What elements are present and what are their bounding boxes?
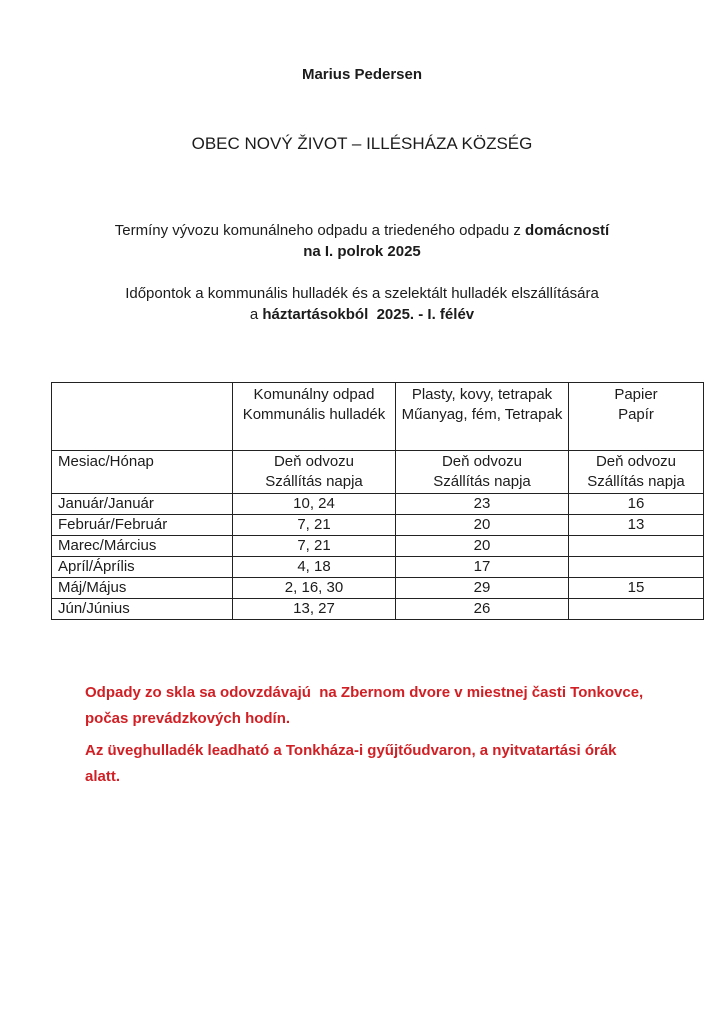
header-cell-empty <box>52 383 233 451</box>
header-plasty-hu: Műanyag, fém, Tetrapak <box>401 406 563 423</box>
month-cell: Február/Február <box>52 515 233 536</box>
header-cell-day1 <box>233 451 396 494</box>
municipality-title: OBEC NOVÝ ŽIVOT – ILLÉSHÁZA KÖZSÉG <box>191 134 533 153</box>
header-cell-papier <box>569 383 704 451</box>
intro-sk-line1-regular: Termíny vývozu komunálneho odpadu a triedeného odpadu z <box>114 222 526 239</box>
intro-paragraph-sk <box>0 220 724 262</box>
header-komunalny-sk: Komunálny odpad <box>253 386 375 403</box>
intro-sk-line2-bold: na I. polrok 2025 <box>303 243 421 260</box>
papier-cell: 16 <box>569 494 704 515</box>
komunalny-cell: 7, 21 <box>233 515 396 536</box>
table-row-june <box>52 599 704 620</box>
intro-paragraph-hu <box>0 283 724 325</box>
table-row-april <box>52 557 704 578</box>
plasty-cell: 26 <box>396 599 569 620</box>
table-row-march <box>52 536 704 557</box>
plasty-cell: 23 <box>396 494 569 515</box>
intro-hu-line2-regular: a <box>249 306 263 323</box>
plasty-cell: 20 <box>396 536 569 557</box>
header-cell-day2 <box>396 451 569 494</box>
header-komunalny-hu: Kommunális hulladék <box>242 406 386 423</box>
table-row-may <box>52 578 704 599</box>
papier-cell: 13 <box>569 515 704 536</box>
month-cell: Apríl/Áprílis <box>52 557 233 578</box>
komunalny-cell: 7, 21 <box>233 536 396 557</box>
komunalny-cell: 2, 16, 30 <box>233 578 396 599</box>
day-header-sk: Deň odvozu <box>441 453 523 470</box>
company-title: Marius Pedersen <box>301 66 423 83</box>
note-sk-line2: počas prevádzkových hodín. <box>85 710 291 727</box>
header-cell-day3 <box>569 451 704 494</box>
month-cell: Máj/Május <box>52 578 233 599</box>
day-header-hu: Szállítás napja <box>265 473 363 490</box>
header-cell-komunalny <box>233 383 396 451</box>
waste-schedule-table <box>51 382 704 620</box>
header-papier-hu: Papír <box>618 406 654 423</box>
day-header-hu: Szállítás napja <box>433 473 531 490</box>
month-cell: Jún/Június <box>52 599 233 620</box>
table-header-row-categories <box>52 383 704 451</box>
day-header-sk: Deň odvozu <box>595 453 677 470</box>
note-sk-line1: Odpady zo skla sa odovzdávajú na Zbernom dvore v miestnej časti Tonkovce, <box>85 684 644 701</box>
intro-sk-line1-bold: domácností <box>525 222 610 239</box>
glass-waste-note-sk <box>85 680 675 732</box>
intro-hu-line1: Időpontok a kommunális hulladék és a szelektált hulladék elszállítására <box>125 285 599 302</box>
glass-waste-note-hu <box>85 738 675 790</box>
komunalny-cell: 4, 18 <box>233 557 396 578</box>
day-header-sk: Deň odvozu <box>273 453 355 470</box>
komunalny-cell: 10, 24 <box>233 494 396 515</box>
papier-cell <box>569 557 704 578</box>
plasty-cell: 17 <box>396 557 569 578</box>
header-papier-sk: Papier <box>614 386 658 403</box>
day-header-hu: Szállítás napja <box>587 473 685 490</box>
papier-cell: 15 <box>569 578 704 599</box>
note-hu-line2: alatt. <box>85 768 121 785</box>
papier-cell <box>569 536 704 557</box>
header-cell-month: Mesiac/Hónap <box>52 451 233 494</box>
table-header-row-days <box>52 451 704 494</box>
plasty-cell: 29 <box>396 578 569 599</box>
month-cell: Január/Január <box>52 494 233 515</box>
header-cell-plasty <box>396 383 569 451</box>
plasty-cell: 20 <box>396 515 569 536</box>
header-plasty-sk: Plasty, kovy, tetrapak <box>411 386 553 403</box>
table-row-february <box>52 515 704 536</box>
intro-hu-line2-bold: háztartásokból 2025. - I. félév <box>262 306 475 323</box>
note-hu-line1: Az üveghulladék leadható a Tonkháza-i gyűjtőudvaron, a nyitvatartási órák <box>85 742 617 759</box>
table-row-january <box>52 494 704 515</box>
month-cell: Marec/Március <box>52 536 233 557</box>
komunalny-cell: 13, 27 <box>233 599 396 620</box>
papier-cell <box>569 599 704 620</box>
